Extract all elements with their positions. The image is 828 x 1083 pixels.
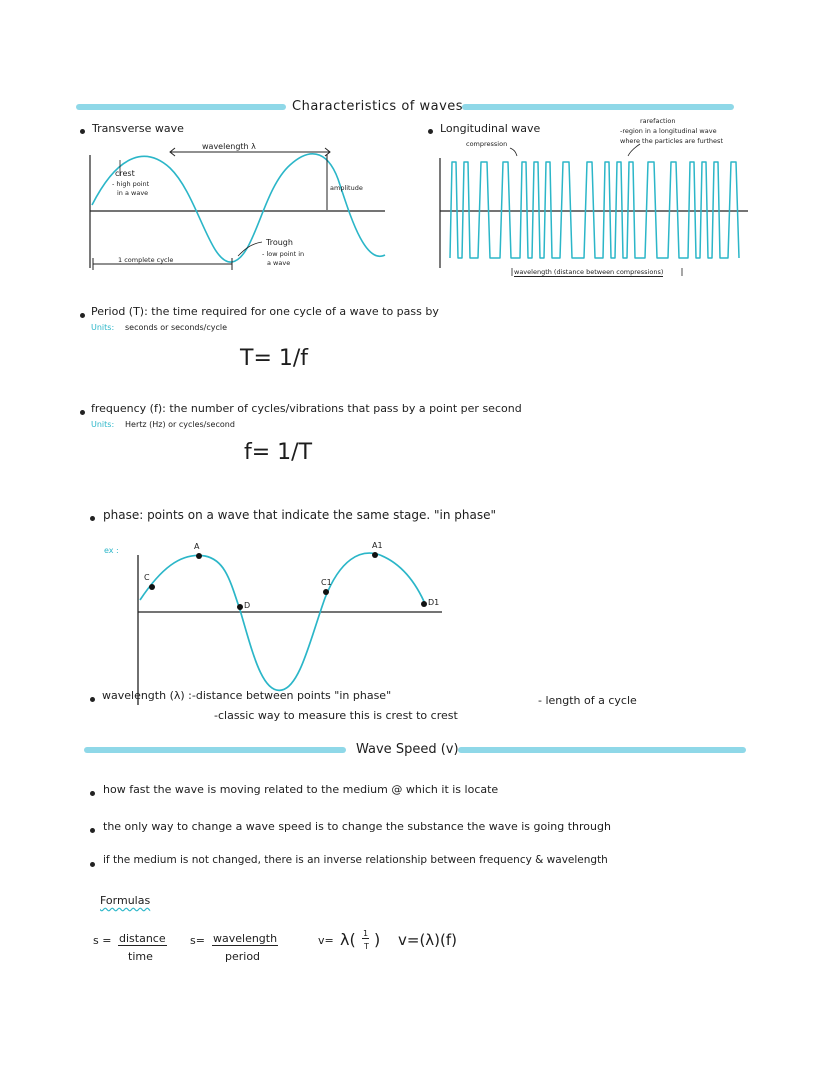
cycle-label: 1 complete cycle	[118, 256, 174, 264]
bullet	[90, 862, 95, 867]
formula-2-numerator: wavelength	[213, 932, 278, 945]
phase-point-a1: A1	[372, 541, 383, 550]
period-formula: T= 1/f	[240, 346, 309, 371]
bullet	[90, 791, 95, 796]
wave-speed-bullet-1: how fast the wave is moving related to the medium @ which it is locate	[103, 783, 499, 796]
period-line: Period (T): the time required for one cycle of a wave to pass by	[91, 305, 439, 318]
rarefaction-note-1: -region in a longitudinal wave	[620, 127, 717, 135]
phase-point-d: D	[244, 601, 251, 610]
trough-label: Trough	[266, 238, 293, 247]
formula-3-lambda: λ(	[340, 930, 356, 949]
transverse-label: Transverse wave	[92, 122, 184, 135]
wave-speed-title: Wave Speed (v)	[356, 742, 459, 757]
phase-point-c1: C1	[321, 578, 332, 587]
phase-ex-label: ex :	[104, 546, 119, 555]
formula-4: v=(λ)(f)	[398, 931, 458, 949]
wavelength-def-side: - length of a cycle	[538, 694, 637, 707]
longitudinal-wavelength-note: wavelength (distance between compressions)	[514, 268, 664, 276]
formula-3-numerator: 1	[363, 929, 369, 938]
period-units: seconds or seconds/cycle	[125, 323, 228, 332]
phase-point-c: C	[144, 573, 150, 582]
frequency-formula: f= 1/T	[244, 440, 313, 465]
frequency-line: frequency (f): the number of cycles/vibrations that pass by a point per second	[91, 402, 522, 415]
crest-label: crest	[115, 169, 135, 178]
formula-1-numerator: distance	[119, 932, 166, 945]
formula-2-denominator: period	[225, 950, 261, 963]
wavelength-label: wavelength λ	[202, 142, 256, 151]
bullet	[90, 828, 95, 833]
wavelength-def-line2: -classic way to measure this is crest to crest	[214, 709, 458, 722]
crest-note-2: in a wave	[117, 189, 149, 197]
rarefaction-label: rarefaction	[640, 117, 676, 125]
wave-speed-highlight-right	[458, 747, 746, 753]
formula-3-denominator: T	[364, 942, 369, 951]
formula-3-lhs: v=	[318, 934, 334, 947]
page-title: Characteristics of waves	[292, 99, 464, 114]
trough-note-2: a wave	[267, 259, 291, 267]
formulas-label: Formulas	[100, 894, 151, 907]
wave-speed-bullet-3: if the medium is not changed, there is an inverse relationship between frequency & wavelength	[103, 854, 608, 866]
compression-label: compression	[466, 140, 508, 148]
formula-3-close: )	[374, 930, 381, 949]
wave-speed-highlight-left	[84, 747, 346, 753]
formula-1-denominator: time	[128, 950, 153, 963]
amplitude-label: amplitude	[330, 184, 363, 192]
crest-note-1: - high point	[112, 180, 150, 188]
phase-point-a: A	[194, 542, 200, 551]
formula-1-lhs: s =	[93, 934, 112, 947]
wavelength-def-line1: wavelength (λ) :-distance between points "in phase"	[102, 689, 392, 702]
trough-note-1: - low point in	[262, 250, 305, 258]
phase-line: phase: points on a wave that indicate the same stage. "in phase"	[103, 508, 497, 522]
period-units-label: Units:	[91, 323, 115, 332]
rarefaction-note-2: where the particles are furthest	[620, 137, 723, 145]
wave-speed-bullet-2: the only way to change a wave speed is to change the substance the wave is going through	[103, 820, 611, 833]
frequency-units-label: Units:	[91, 420, 115, 429]
frequency-units: Hertz (Hz) or cycles/second	[125, 420, 235, 429]
longitudinal-label: Longitudinal wave	[440, 122, 541, 135]
phase-point-d1: D1	[428, 598, 440, 607]
bullet	[90, 697, 95, 702]
formula-2-lhs: s=	[190, 934, 205, 947]
